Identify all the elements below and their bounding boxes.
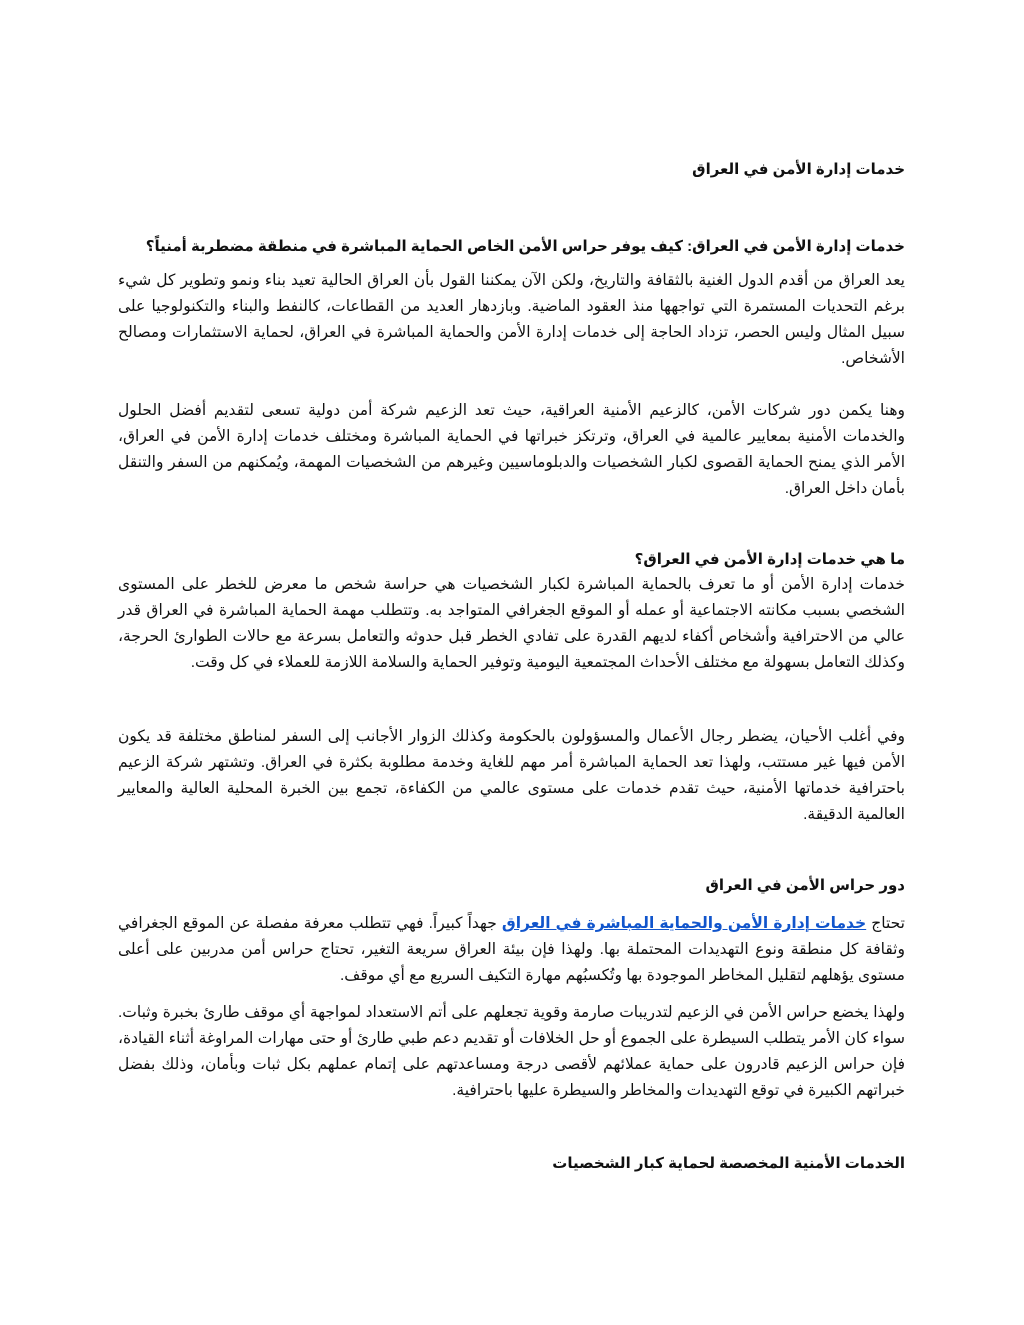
section-heading-security-services: خدمات إدارة الأمن في العراق: كيف يوفر حراس الأمن الخاص الحماية المباشرة في منطقة مضطربة أمنياً؟ [145, 238, 905, 255]
paragraph-travel-need: وفي أغلب الأحيان، يضطر رجال الأعمال والمسؤولون بالحكومة وكذلك الزوار الأجانب إلى السفر لمناطق مختلفة قد يكون الأمن فيها غير مستتب، ولهذا تعد الحماية المباشرة أمر مهم للغاية وخدمة مطلوبة بكثرة في العراق. وتشتهر شركة الزعيم باحترافية خدماتها الأمنية، حيث تقدم خدمات على مستوى عالمي من الكفاءة، تجمع بين الخبرة المحلية العالية والمعايير العالمية الدقيقة. [118, 728, 905, 823]
paragraph-guards-training: ولهذا يخضع حراس الأمن في الزعيم لتدريبات صارمة وقوية تجعلهم على أتم الاستعداد لمواجهة أي موقف طارئ بخبرة وثبات. سواء كان الأمر يتطلب السيطرة على الجموع أو حل الخلافات أو تقديم دعم طبي طارئ أو حتى مهارات المراوغة أثناء القيادة، فإن حراس الزعيم قادرون على حماية عملائهم لأقصى درجة ومساعدتهم على إتمام عملهم بكل ثبات وبأمان، وذلك بفضل خبراتهم الكبيرة في توقع التهديدات والمخاطر والسيطرة عليها باحترافية. [118, 1004, 905, 1099]
paragraph-company-role: وهنا يكمن دور شركات الأمن، كالزعيم الأمنية العراقية، حيث تعد الزعيم شركة أمن دولية تسعى لتقديم أفضل الحلول والخدمات الأمنية بمعايير عالمية في العراق، وترتكز خبراتها في الحماية المباشرة ومختلف خدمات إدارة الأمن في العراق، الأمر الذي يمنح الحماية القصوى لكبار الشخصيات والدبلوماسيين وغيرهم من الشخصيات المهمة، ويُمكنهم من السفر والتنقل بأمان داخل العراق. [118, 402, 905, 497]
section-heading-vip-services: الخدمات الأمنية المخصصة لحماية كبار الشخصيات [552, 1155, 905, 1172]
section-heading-guards-role: دور حراس الأمن في العراق [705, 877, 905, 894]
paragraph-text-start: تحتاج [866, 915, 905, 932]
paragraph-text-end: جهداً كبيراً. فهي تتطلب معرفة مفصلة عن الموقع الجغرافي وثقافة كل منطقة ونوع التهديدات المحتملة بها. ولهذا فإن بيئة العراق سريعة التغير، تحتاج حراس أمن مدربين على أعلى مستوى يؤهلهم لتقليل المخاطر الموجودة بها وتُكسبُهم مهارة التكيف السريع مع أي موقف. [118, 915, 905, 984]
security-services-link[interactable]: خدمات إدارة الأمن والحماية المباشرة في العراق [501, 915, 867, 932]
paragraph-definition: خدمات إدارة الأمن أو ما تعرف بالحماية المباشرة لكبار الشخصيات هي حراسة شخص ما معرض للخطر على المستوى الشخصي بسبب مكانته الاجتماعية أو عمله أو الموقع الجغرافي المتواجد به. وتتطلب مهمة الحماية المباشرة في العراق قدر عالي من الاحترافية وأشخاص أكفاء لديهم القدرة على تفادي الخطر قبل حدوثه والتعامل بسرعة مع حالات الطوارئ الحرجة، وكذلك التعامل بسهولة مع مختلف الأحداث المجتمعية اليومية وتوفير الحماية والسلامة اللازمة للعملاء في كل وقت. [118, 576, 905, 671]
paragraph-intro: يعد العراق من أقدم الدول الغنية بالثقافة والتاريخ، ولكن الآن يمكننا القول بأن العراق الحالية تعيد بناء ونمو وتطوير كل شيء برغم التحديات المستمرة التي تواجهها منذ العقود الماضية. وبازدهار العديد من القطاعات، كالنفط والبناء والتكنولوجيا على سبيل المثال وليس الحصر، تزداد الحاجة إلى خدمات إدارة الأمن والحماية المباشرة في العراق، لحماية الاستثمارات ومصالح الأشخاص. [118, 272, 905, 367]
section-heading-what-is: ما هي خدمات إدارة الأمن في العراق؟ [634, 551, 905, 568]
document-title: خدمات إدارة الأمن في العراق [692, 161, 905, 178]
paragraph-guards-need [118, 911, 905, 989]
